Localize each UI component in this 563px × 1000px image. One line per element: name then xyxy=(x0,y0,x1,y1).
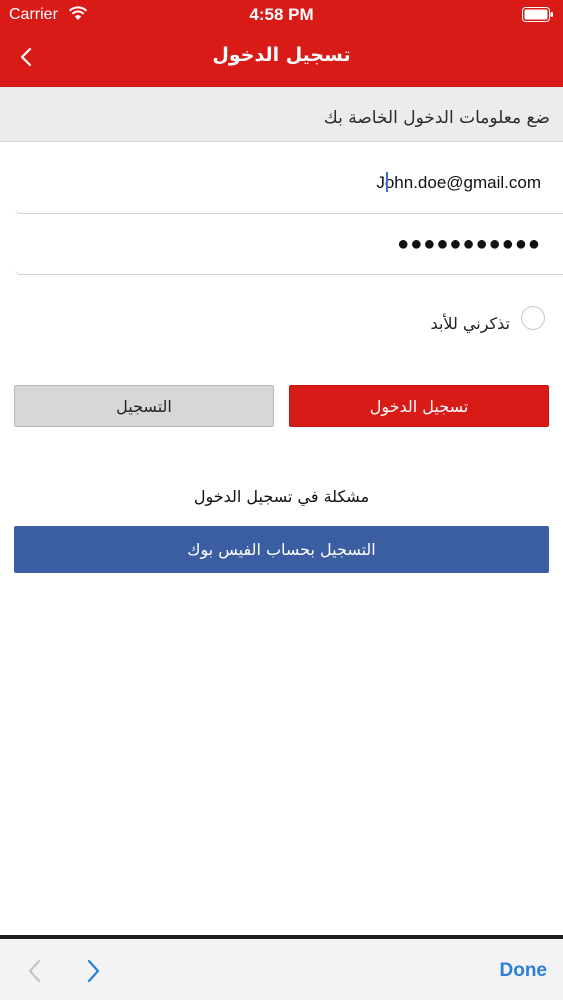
section-header xyxy=(0,87,563,142)
chevron-left-icon[interactable] xyxy=(24,957,46,985)
login-button[interactable]: تسجيل الدخول xyxy=(289,385,549,427)
status-time: 4:58 PM xyxy=(249,5,314,24)
facebook-signup-button[interactable]: التسجيل بحساب الفيس بوك xyxy=(14,526,549,573)
password-field-container xyxy=(15,216,563,275)
navigation-bar xyxy=(0,30,563,87)
chevron-right-icon[interactable] xyxy=(82,957,104,985)
status-bar xyxy=(0,0,563,30)
carrier-label: Carrier xyxy=(9,6,58,23)
keyboard-toolbar xyxy=(0,935,563,1000)
text-cursor xyxy=(386,172,388,192)
password-field[interactable] xyxy=(39,228,543,260)
battery-icon xyxy=(522,7,554,22)
section-header-text: ضع معلومات الدخول الخاصة بك xyxy=(323,108,550,128)
trouble-logging-in-link[interactable]: مشكلة في تسجيل الدخول xyxy=(193,487,370,506)
remember-me-radio[interactable] xyxy=(521,306,545,330)
email-field-container xyxy=(15,155,563,214)
page-title: تسجيل الدخول xyxy=(212,44,351,66)
email-field[interactable] xyxy=(39,167,543,199)
done-button[interactable]: Done xyxy=(499,960,547,981)
remember-me-label: تذكرني للأبد xyxy=(430,314,510,333)
register-button[interactable]: التسجيل xyxy=(14,385,274,427)
